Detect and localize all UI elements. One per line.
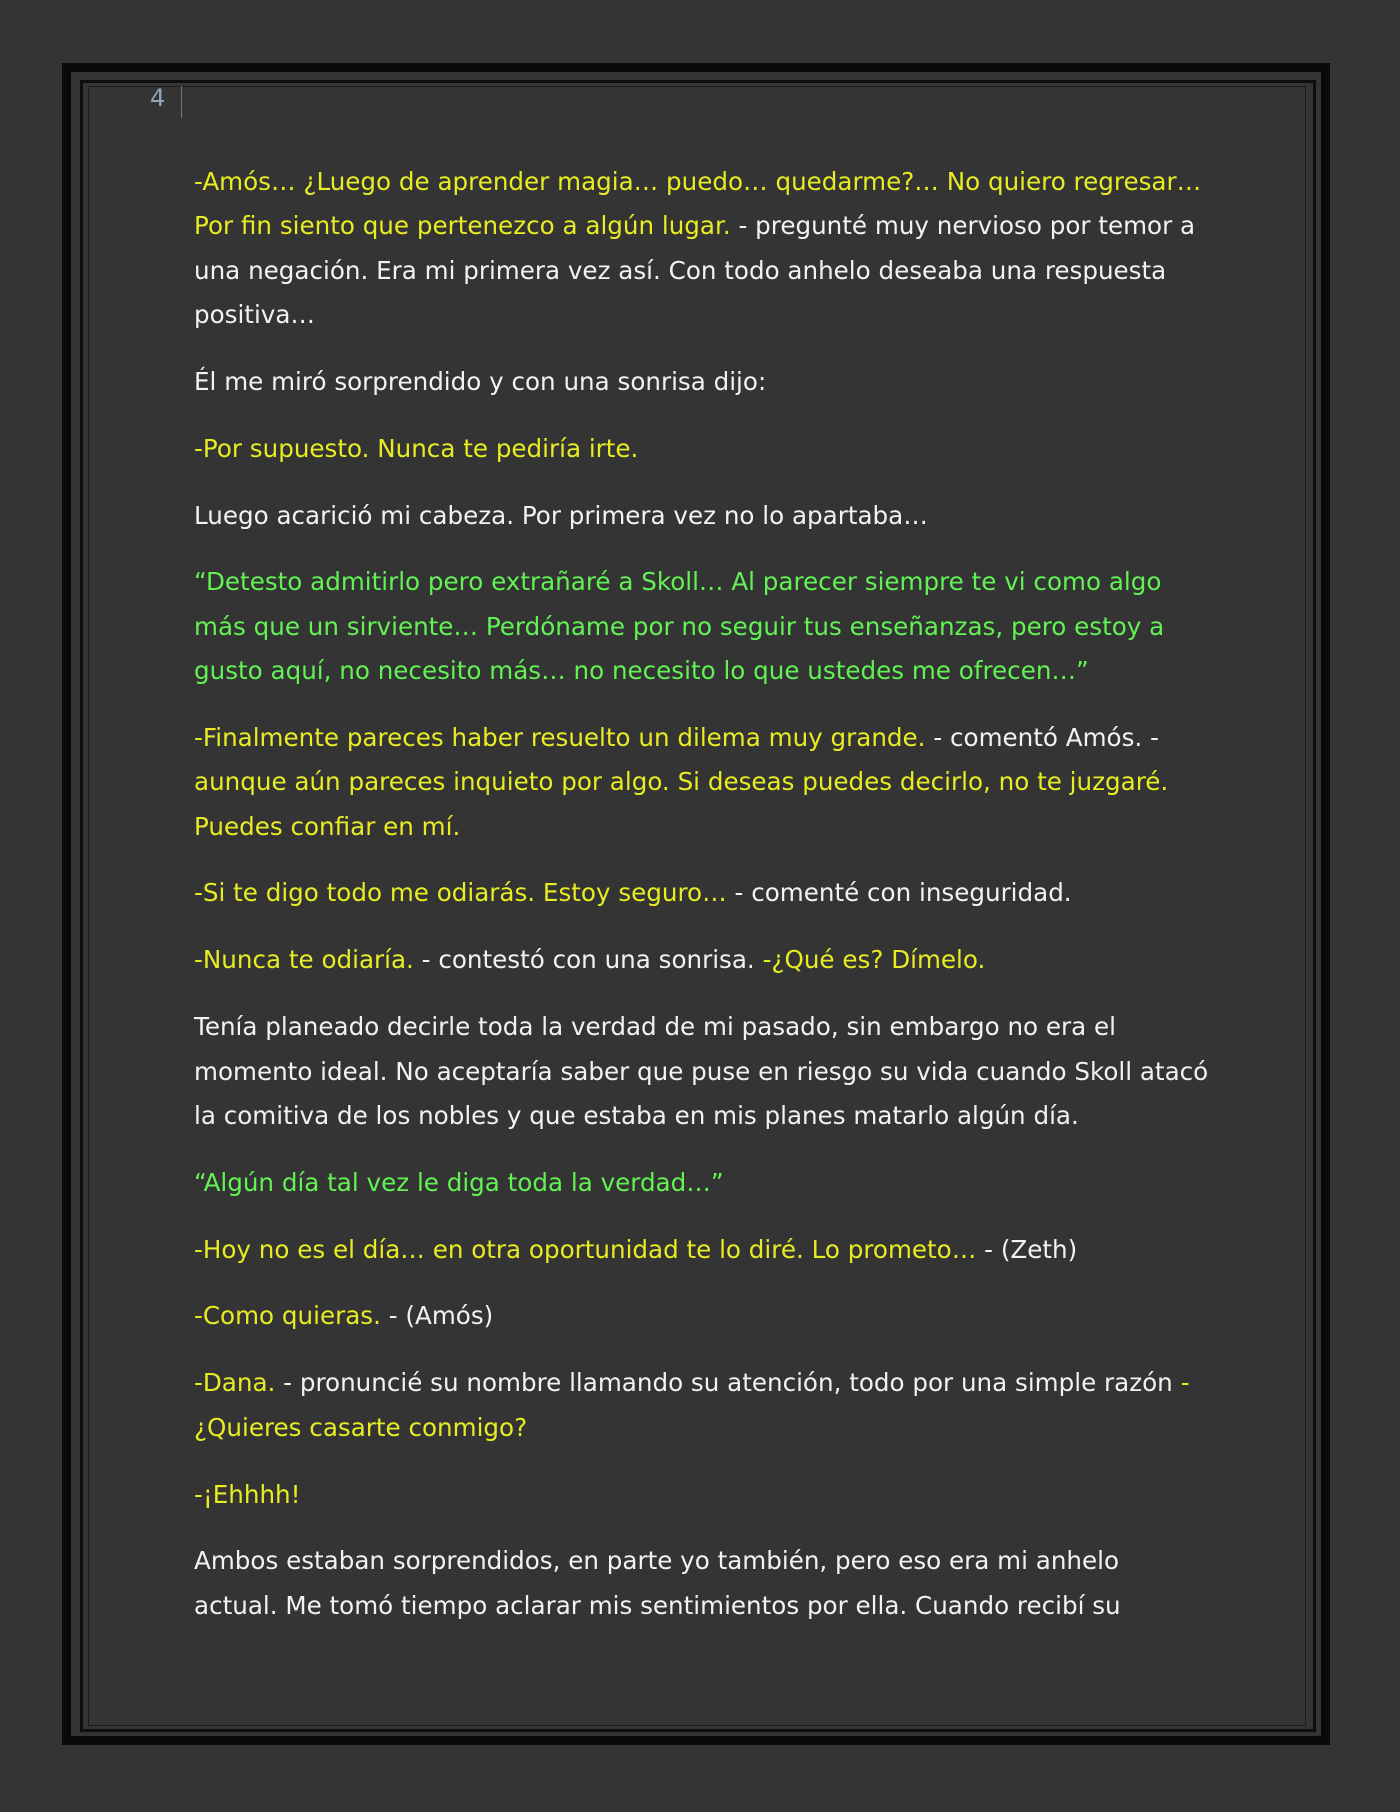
page-number: 4: [150, 84, 166, 112]
paragraph: [194, 938, 1209, 982]
narration-text: Tenía planeado decirle toda la verdad de mi pasado, sin embargo no era el momento ideal. No aceptaría saber que puse en riesgo su vida cuando Skoll atacó la comitiva de los nobles y que estaba en mis planes matarlo algún día.: [194, 1012, 1209, 1130]
narration-text: Luego acarició mi cabeza. Por primera vez no lo apartaba…: [194, 500, 928, 530]
dialogue-text: -Amós… ¿Luego de aprender magia… puedo… quedarme?… No quiero regresar… Por fin siento que pertenezco a algún lugar.: [194, 167, 1202, 241]
narration-text: - pregunté muy nervioso por temor a una negación. Era mi primera vez así. Con todo anhelo deseaba una respuesta positiva…: [194, 211, 1196, 329]
story-text: [194, 160, 1209, 1651]
paragraph: [194, 1005, 1209, 1138]
narration-text: - (Amós): [380, 1301, 494, 1331]
narration-text: - pronuncié su nombre llamando su atención, todo por una simple razón: [275, 1368, 1181, 1398]
paragraph: [194, 427, 1209, 471]
dialogue-text: -Finalmente pareces haber resuelto un dilema muy grande.: [194, 722, 926, 752]
paragraph: [194, 1161, 1209, 1205]
dialogue-text: -¿Qué es? Dímelo.: [762, 945, 986, 975]
dialogue-text: -Nunca te odiaría.: [194, 945, 414, 975]
dialogue-text: -Si te digo todo me odiarás. Estoy seguro…: [194, 878, 727, 908]
narration-text: Ambos estaban sorprendidos, en parte yo también, pero eso era mi anhelo actual. Me tomó tiempo aclarar mis sentimientos por ella. Cuando recibí su: [194, 1546, 1121, 1620]
narration-text: - (Zeth): [976, 1234, 1078, 1264]
text-cursor: [181, 86, 182, 118]
dialogue-text: -Como quieras.: [194, 1301, 381, 1331]
paragraph: [194, 560, 1209, 693]
narration-text: - comentó Amós. -: [925, 722, 1159, 752]
dialogue-text: -Dana.: [194, 1368, 276, 1398]
paragraph: [194, 360, 1209, 404]
paragraph: [194, 1361, 1209, 1450]
paragraph: [194, 1473, 1209, 1517]
paragraph: [194, 160, 1209, 337]
thought-text: “Algún día tal vez le diga toda la verdad…”: [194, 1167, 724, 1197]
narration-text: - comenté con inseguridad.: [726, 878, 1072, 908]
dialogue-text: -Por supuesto. Nunca te pediría irte.: [194, 433, 639, 463]
paragraph: [194, 1539, 1209, 1628]
paragraph: [194, 1294, 1209, 1338]
paragraph: [194, 1228, 1209, 1272]
thought-text: “Detesto admitirlo pero extrañaré a Skoll… Al parecer siempre te vi como algo más que un sirviente… Perdóname por no seguir tus enseñanzas, pero estoy a gusto aquí, no necesito más… no necesito lo que ustedes me ofrecen…”: [194, 567, 1165, 686]
paragraph: [194, 871, 1209, 915]
narration-text: - contestó con una sonrisa.: [413, 945, 763, 975]
paragraph: [194, 494, 1209, 538]
dialogue-text: -Hoy no es el día… en otra oportunidad te lo diré. Lo prometo…: [194, 1234, 977, 1264]
dialogue-text: -¡Ehhhh!: [194, 1479, 301, 1509]
dialogue-text: aunque aún pareces inquieto por algo. Si deseas puedes decirlo, no te juzgaré. Puedes confiar en mí.: [194, 767, 1169, 841]
paragraph: [194, 716, 1209, 849]
dialogue-text: - ¿Quieres casarte conmigo?: [194, 1368, 1190, 1442]
narration-text: Él me miró sorprendido y con una sonrisa dijo:: [194, 366, 767, 396]
